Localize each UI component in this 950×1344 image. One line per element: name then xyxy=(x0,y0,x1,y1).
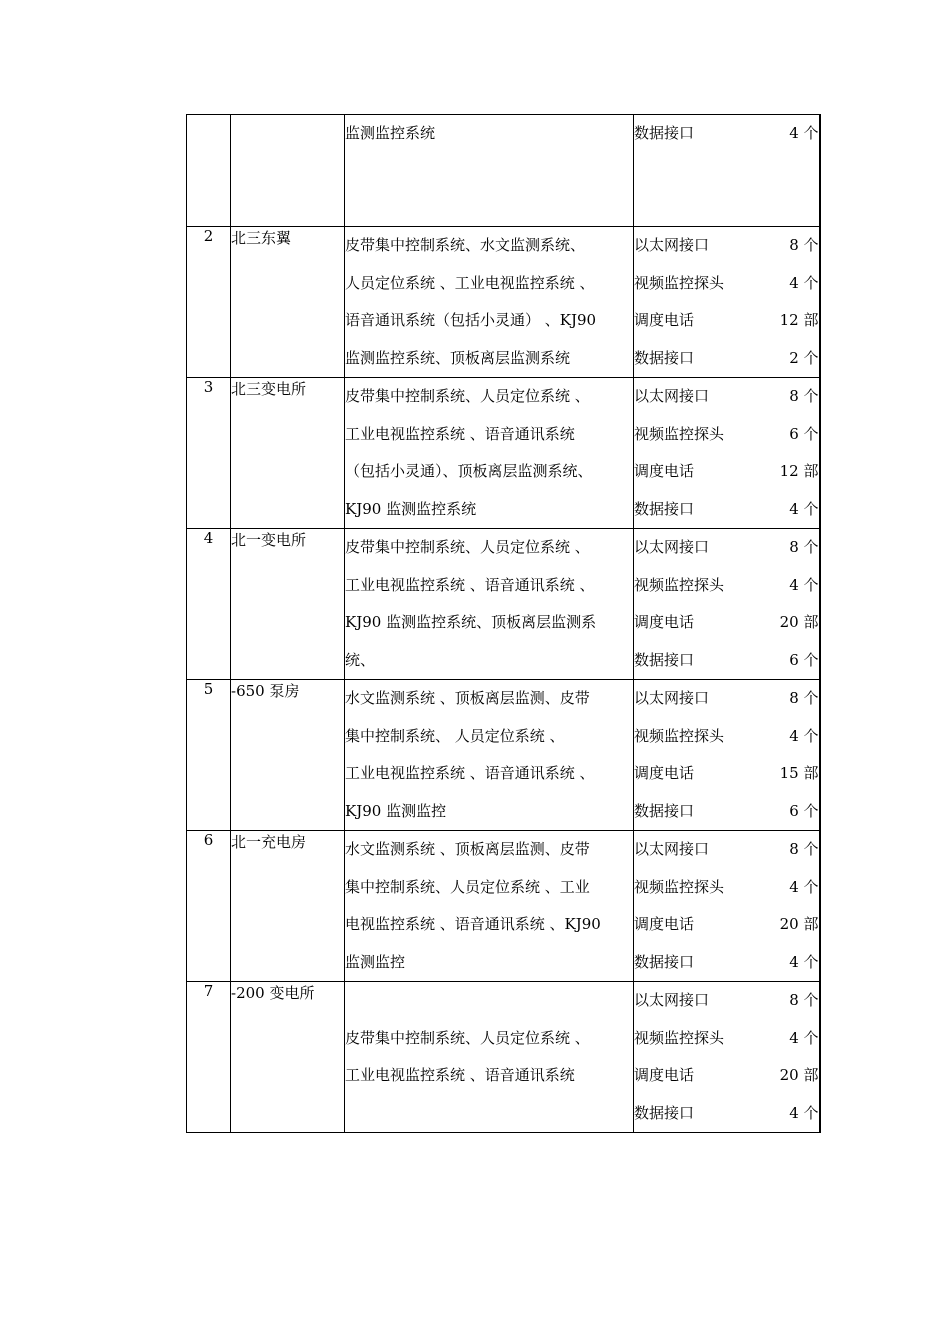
equipment-line xyxy=(634,1020,819,1058)
row-number: 7 xyxy=(187,982,231,1133)
system-line: 电视监控系统 、语音通讯系统 、KJ90 xyxy=(345,915,601,933)
table-row xyxy=(187,227,820,378)
equipment-line xyxy=(634,604,819,642)
equipment-quantity: 12 部 xyxy=(779,462,819,480)
equipment-cell xyxy=(634,982,820,1133)
equipment-line xyxy=(634,115,819,153)
equipment-cell xyxy=(634,378,820,529)
systems-cell xyxy=(345,529,634,680)
system-line: 语音通讯系统（包括小灵通） 、KJ90 xyxy=(345,311,597,329)
location-cell xyxy=(231,115,345,227)
systems-cell xyxy=(345,378,634,529)
equipment-line xyxy=(634,265,819,303)
equipment-quantity: 6 个 xyxy=(789,650,819,669)
location-cell: 北三变电所 xyxy=(231,378,345,529)
system-line: 皮带集中控制系统、人员定位系统 、 xyxy=(345,1028,590,1047)
row-number xyxy=(187,115,231,227)
equipment-cell xyxy=(634,115,820,227)
equipment-name: 数据接口 xyxy=(634,801,695,820)
equipment-cell xyxy=(634,831,820,982)
equipment-name: 视频监控探头 xyxy=(634,273,725,292)
equipment-name: 调度电话 xyxy=(634,613,695,631)
equipment-name: 数据接口 xyxy=(634,499,695,518)
equipment-quantity: 8 个 xyxy=(789,236,819,254)
equipment-line xyxy=(634,1057,819,1095)
equipment-quantity: 12 部 xyxy=(779,311,819,329)
table-row xyxy=(187,982,820,1133)
equipment-quantity: 8 个 xyxy=(789,991,819,1009)
equipment-quantity: 8 个 xyxy=(789,538,819,556)
system-line: 工业电视监控系统 、语音通讯系统 、 xyxy=(345,764,595,782)
equipment-name: 调度电话 xyxy=(634,764,695,782)
equipment-name: 调度电话 xyxy=(634,462,695,480)
system-line: 集中控制系统、 人员定位系统 、 xyxy=(345,726,565,745)
location-cell: -650 泵房 xyxy=(231,680,345,831)
equipment-quantity: 8 个 xyxy=(789,689,819,707)
equipment-name: 数据接口 xyxy=(634,650,695,669)
system-line: 水文监测系统 、顶板离层监测、皮带 xyxy=(345,689,590,707)
row-number: 2 xyxy=(187,227,231,378)
equipment-quantity: 8 个 xyxy=(789,387,819,405)
equipment-name: 视频监控探头 xyxy=(634,575,725,594)
equipment-line xyxy=(634,906,819,944)
system-line: 皮带集中控制系统、人员定位系统 、 xyxy=(345,387,590,405)
equipment-name: 以太网接口 xyxy=(634,840,710,858)
equipment-quantity: 20 部 xyxy=(779,1066,819,1084)
equipment-name: 视频监控探头 xyxy=(634,1028,725,1047)
equipment-name: 数据接口 xyxy=(634,348,695,367)
equipment-quantity: 4 个 xyxy=(789,273,819,292)
equipment-name: 以太网接口 xyxy=(634,387,710,405)
location-cell: 北一充电房 xyxy=(231,831,345,982)
equipment-name: 以太网接口 xyxy=(634,991,710,1009)
row-number: 5 xyxy=(187,680,231,831)
table-row xyxy=(187,680,820,831)
table-row xyxy=(187,529,820,680)
system-line: KJ90 监测监控系统 xyxy=(345,499,477,518)
equipment-name: 调度电话 xyxy=(634,1066,695,1084)
system-line: KJ90 监测监控 xyxy=(345,801,447,820)
systems-cell xyxy=(345,831,634,982)
equipment-name: 视频监控探头 xyxy=(634,877,725,896)
equipment-cell xyxy=(634,680,820,831)
table-row xyxy=(187,831,820,982)
equipment-quantity: 20 部 xyxy=(779,915,819,933)
system-line: 监测监控 xyxy=(345,952,406,971)
row-number: 6 xyxy=(187,831,231,982)
equipment-quantity: 4 个 xyxy=(789,499,819,518)
equipment-quantity: 8 个 xyxy=(789,840,819,858)
equipment-line xyxy=(634,453,819,491)
equipment-name: 以太网接口 xyxy=(634,689,710,707)
equipment-line xyxy=(634,529,819,567)
equipment-quantity: 4 个 xyxy=(789,726,819,745)
equipment-line xyxy=(634,227,819,265)
equipment-quantity: 4 个 xyxy=(789,1103,819,1122)
table-row xyxy=(187,115,820,227)
equipment-quantity: 4 个 xyxy=(789,952,819,971)
equipment-name: 以太网接口 xyxy=(634,236,710,254)
equipment-line xyxy=(634,755,819,793)
equipment-quantity: 4 个 xyxy=(789,124,819,142)
equipment-line xyxy=(634,491,819,529)
location-cell: -200 变电所 xyxy=(231,982,345,1133)
equipment-quantity: 6 个 xyxy=(789,801,819,820)
system-line: 工业电视监控系统 、语音通讯系统 xyxy=(345,424,575,443)
equipment-cell xyxy=(634,227,820,378)
equipment-line xyxy=(634,680,819,718)
table-body xyxy=(187,115,820,1133)
equipment-table xyxy=(186,114,821,1133)
equipment-name: 以太网接口 xyxy=(634,538,710,556)
equipment-name: 调度电话 xyxy=(634,311,695,329)
equipment-line xyxy=(634,416,819,454)
system-line: 水文监测系统 、顶板离层监测、皮带 xyxy=(345,840,590,858)
systems-cell xyxy=(345,115,634,227)
equipment-line xyxy=(634,378,819,416)
equipment-line xyxy=(634,340,819,378)
equipment-name: 数据接口 xyxy=(634,952,695,971)
system-line: KJ90 监测监控系统、顶板离层监测系 xyxy=(345,613,597,631)
system-line: 监测监控系统、顶板离层监测系统 xyxy=(345,348,571,367)
table-row xyxy=(187,378,820,529)
equipment-quantity: 4 个 xyxy=(789,877,819,896)
equipment-line xyxy=(634,793,819,831)
system-line: 集中控制系统、人员定位系统 、工业 xyxy=(345,877,590,896)
systems-cell xyxy=(345,982,634,1133)
equipment-line xyxy=(634,1095,819,1133)
equipment-line xyxy=(634,642,819,680)
equipment-quantity: 4 个 xyxy=(789,1028,819,1047)
system-line: 统、 xyxy=(345,650,376,669)
equipment-cell xyxy=(634,529,820,680)
system-line: 人员定位系统 、工业电视监控系统 、 xyxy=(345,273,595,292)
equipment-quantity: 20 部 xyxy=(779,613,819,631)
equipment-quantity: 2 个 xyxy=(789,348,819,367)
row-number: 3 xyxy=(187,378,231,529)
systems-cell xyxy=(345,680,634,831)
system-line: 工业电视监控系统 、语音通讯系统 、 xyxy=(345,575,595,594)
system-line: 皮带集中控制系统、人员定位系统 、 xyxy=(345,538,590,556)
system-line: 工业电视监控系统 、语音通讯系统 xyxy=(345,1066,575,1084)
equipment-quantity: 15 部 xyxy=(779,764,819,782)
system-line: 皮带集中控制系统、水文监测系统、 xyxy=(345,236,586,254)
system-line: （包括小灵通）、顶板离层监测系统、 xyxy=(345,462,593,480)
location-cell: 北一变电所 xyxy=(231,529,345,680)
equipment-line xyxy=(634,567,819,605)
systems-cell xyxy=(345,227,634,378)
equipment-quantity: 4 个 xyxy=(789,575,819,594)
equipment-line xyxy=(634,944,819,982)
equipment-name: 数据接口 xyxy=(634,124,695,142)
equipment-quantity: 6 个 xyxy=(789,424,819,443)
equipment-line xyxy=(634,982,819,1020)
equipment-line xyxy=(634,302,819,340)
equipment-line xyxy=(634,718,819,756)
equipment-name: 视频监控探头 xyxy=(634,726,725,745)
row-number: 4 xyxy=(187,529,231,680)
system-line: 监测监控系统 xyxy=(345,124,436,142)
equipment-name: 调度电话 xyxy=(634,915,695,933)
equipment-name: 视频监控探头 xyxy=(634,424,725,443)
location-cell: 北三东翼 xyxy=(231,227,345,378)
equipment-name: 数据接口 xyxy=(634,1103,695,1122)
equipment-line xyxy=(634,869,819,907)
equipment-line xyxy=(634,831,819,869)
